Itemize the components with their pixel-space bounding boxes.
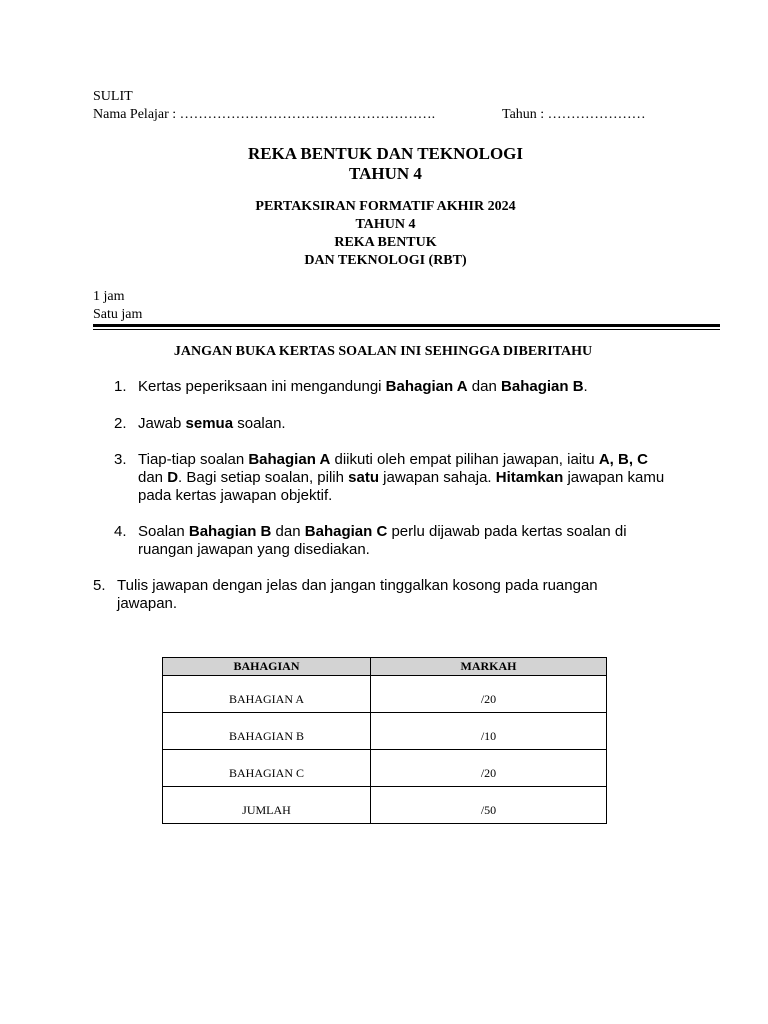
marks-cell: /10 <box>371 713 607 750</box>
section-cell: JUMLAH <box>163 787 371 824</box>
subtitle-line4: DAN TEKNOLOGI (RBT) <box>304 253 467 268</box>
table-row <box>163 676 607 713</box>
column-header-section: BAHAGIAN <box>163 658 371 676</box>
instruction-text: Tulis jawapan dengan jelas dan jangan tinggalkan kosong pada ruangan jawapan. <box>117 577 598 612</box>
instruction-number: 1. <box>114 378 127 395</box>
subtitle-line2: TAHUN 4 <box>355 217 416 232</box>
table-row <box>163 787 607 824</box>
instruction-text: Jawab semua soalan. <box>138 415 286 432</box>
instruction-text: Kertas peperiksaan ini mengandungi Bahagian A dan Bahagian B. <box>138 378 588 395</box>
subtitle-line1: PERTAKSIRAN FORMATIF AKHIR 2024 <box>255 199 516 214</box>
year-field: Tahun : ………………… <box>502 107 646 122</box>
marks-cell: /50 <box>371 787 607 824</box>
instruction-text: Tiap-tiap soalan Bahagian A diikuti oleh empat pilihan jawapan, iaitu A, B, C dan D. Bagi setiap soalan, pilih satu jawapan sahaja. Hitamkan jawapan kamu pada kertas jawapan objektif. <box>138 451 665 504</box>
instruction-number: 4. <box>114 523 127 540</box>
section-cell: BAHAGIAN A <box>163 676 371 713</box>
instruction-1 <box>114 378 714 396</box>
table-row <box>163 750 607 787</box>
main-title-line2: TAHUN 4 <box>349 164 422 183</box>
table-header-row <box>163 658 607 676</box>
instruction-2 <box>114 415 714 433</box>
instruction-5 <box>93 577 693 613</box>
instruction-number: 5. <box>93 577 106 594</box>
main-title <box>93 144 678 184</box>
instruction-text: Soalan Bahagian B dan Bahagian C perlu dijawab pada kertas soalan di ruangan jawapan yang disediakan. <box>138 523 627 558</box>
divider-thin <box>93 329 720 330</box>
warning-notice: JANGAN BUKA KERTAS SOALAN INI SEHINGGA DIBERITAHU <box>173 344 593 359</box>
table-row <box>163 713 607 750</box>
column-header-marks: MARKAH <box>371 658 607 676</box>
classification-label: SULIT <box>93 89 133 104</box>
instruction-number: 2. <box>114 415 127 432</box>
student-name-field: Nama Pelajar : ………………………………………………. <box>93 107 436 122</box>
subtitle-line3: REKA BENTUK <box>334 235 437 250</box>
divider-thick <box>93 324 720 327</box>
instruction-number: 3. <box>114 451 127 468</box>
marks-cell: /20 <box>371 676 607 713</box>
assessment-subtitle <box>93 198 678 270</box>
instruction-4 <box>114 523 714 559</box>
main-title-line1: REKA BENTUK DAN TEKNOLOGI <box>247 144 524 163</box>
instruction-3 <box>114 451 714 505</box>
duration-numeric: 1 jam <box>93 289 125 304</box>
marks-table <box>162 657 607 824</box>
duration-words: Satu jam <box>93 307 143 322</box>
marks-cell: /20 <box>371 750 607 787</box>
section-cell: BAHAGIAN B <box>163 713 371 750</box>
section-cell: BAHAGIAN C <box>163 750 371 787</box>
